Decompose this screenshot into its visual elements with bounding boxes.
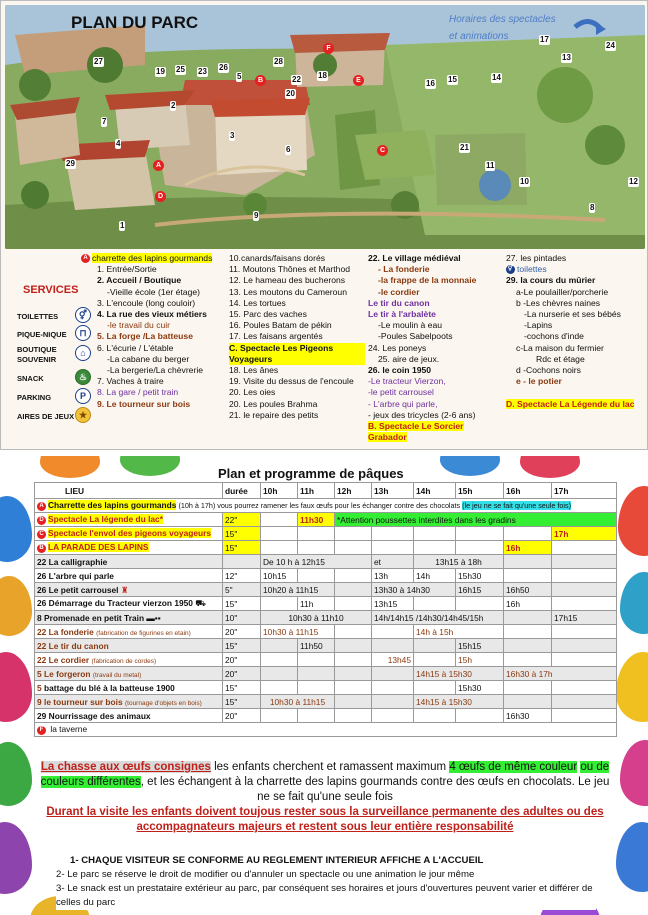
table-row [35,555,617,569]
legend-item: -La cabane du berger [107,353,190,364]
map-marker: 5 [237,72,242,81]
row-label: Spectacle La légende du lac* [48,514,163,525]
legend-item: b -Les chèvres naines [516,297,601,308]
marker-icon: B [37,544,46,553]
map-marker: 26 [219,63,228,72]
row-duration: 20" [223,709,261,723]
rule-item: 1- CHAQUE VISITEUR SE CONFORME AU REGLEMENT INTERIEUR AFFICHE A L'ACCUEIL [70,855,484,866]
service-label: PIQUE-NIQUE [17,330,67,339]
map-marker: 4 [116,139,121,148]
row-duration: 20" [223,625,261,639]
col-header: 14h [414,483,456,499]
col-header: LIEU [35,483,223,499]
services-title: SERVICES [23,284,79,296]
map-marker: 11 [486,161,495,170]
table-row [35,625,617,639]
legend-item: 19. Visite du dessus de l'encoule [229,376,354,387]
map-marker: 19 [156,67,165,76]
map-marker: 6 [286,145,291,154]
row-duration: 12" [223,569,261,583]
map-marker: 18 [318,71,327,80]
legend-item: e - le potier [516,376,562,387]
easter-egg-decoration [0,822,32,894]
shop-icon: ⌂ [75,345,91,361]
service-label: PARKING [17,393,52,402]
table-row [35,527,617,541]
legend-item: 21. le repaire des petits [229,409,319,420]
map-marker: 27 [94,57,103,66]
table-row [35,597,617,611]
map-marker: E [353,75,364,86]
row-label: Spectacle l'envol des pigeons voyageurs [48,528,212,539]
legend-item: 20. Les poules Brahma [229,398,318,409]
legend-item: -cochons d'inde [524,331,584,342]
row-time: 15h30 [456,569,504,583]
programme-panel [0,456,648,915]
legend-item: 8. La gare / petit train [97,387,179,398]
map-marker: 16 [426,79,435,88]
map-marker: 12 [629,177,638,186]
map-marker: A [153,160,164,171]
row-sublabel: (tournage d'objets en bois) [124,699,202,707]
row-time: 14h [414,569,456,583]
row-tag: 26 [37,584,47,595]
legend-item: 1. Entrée/Sortie [97,264,157,275]
table-row [35,583,617,597]
row-sublabel: (travail du metal) [92,671,142,679]
legend-item: - La fonderie [378,264,430,275]
legend-item: Le tir à l'arbalète [368,309,436,320]
legend-item: 25. aire de jeux. [378,353,440,364]
row-label: La fonderie [48,626,94,637]
map-marker: 25 [176,65,185,74]
row-tag: 26 [37,598,47,608]
row-label: Le forgeron [44,668,91,679]
service-label: AIRES DE JEUX [17,412,75,421]
table-row [35,513,617,527]
park-plan-panel [0,0,648,450]
row-time: 11h30 [298,513,335,527]
legend-item: 22. Le village médiéval [368,253,461,263]
map-marker: 14 [492,73,501,82]
service-label: SNACK [17,374,44,383]
marker-icon: F [37,726,46,735]
row-warning: *Attention poussettes interdites dans les gradins [335,513,617,527]
row-time: 16h15 [456,583,504,597]
legend-item: 16. Poules Batam de pékin [229,320,332,331]
train-icon: ▬▪▪ [146,612,161,623]
supervision-warning: Durant la visite les enfants doivent toujous rester sous la surveillance permanente des adultes ou des accompagnateurs majeurs et restent sous leur entière responsabilité [46,806,604,833]
legend-item: 17. Les faisans argentés [229,331,323,342]
marker-a-icon: A [81,254,90,263]
picnic-icon: ⊓ [75,325,91,341]
easter-egg-decoration [440,456,500,476]
legend-item: -Le tracteur Vierzon, [368,376,446,387]
legend-item: 10.canards/faisans dorés [229,253,326,263]
map-marker: 22 [292,75,301,84]
playground-icon: ★ [75,407,91,423]
col-header: 17h [552,483,617,499]
tractor-icon: ⛟ [195,598,206,608]
service-label: BOUTIQUE SOUVENIR [17,345,57,364]
row-tag: 22 [37,640,47,651]
row-duration: 15" [223,639,261,653]
legend-item: C. Spectacle Les Pigeons Voyageurs [229,343,365,365]
egg-hunt-highlight: 4 œufs de même couleur [449,761,578,773]
map-marker: 7 [102,117,107,126]
col-header: 10h [261,483,298,499]
legend-item: D. Spectacle La Légende du lac [506,399,635,410]
row-label: Charrette des lapins gourmands [48,500,177,511]
row-time: 14h à 15h [414,625,504,639]
map-marker: 17 [540,35,549,44]
easter-egg-decoration [620,572,648,634]
table-row [35,541,617,555]
map-marker: 10 [520,177,529,186]
row-label: Le petit carrousel [48,584,119,595]
park-map [5,5,645,249]
map-title: PLAN DU PARC [71,13,199,32]
map-marker: C [377,145,388,156]
row-time: (10h à 17h) [178,501,216,511]
legend-item: d -Cochons noirs [516,365,581,376]
horaires-link[interactable]: Horaires des spectacles et animations [449,14,556,42]
legend-item: -le cordier [378,286,420,297]
row-tag: 8 [37,612,42,623]
map-marker: 8 [590,203,595,212]
row-time: 17h [552,527,617,541]
row-label: la taverne [50,724,88,735]
legend-item: 3. L'encoule (long couloir) [97,297,196,308]
map-legend [1,251,648,451]
row-tag: 26 [37,570,47,581]
table-row [35,723,617,737]
legend-item: - L'arbre qui parle, [368,398,438,409]
legend-item: 15. Parc des vaches [229,309,307,320]
legend-item: 11. Moutons Thônes et Marthod [229,264,351,275]
easter-egg-decoration [120,456,180,476]
row-time: 15h [456,653,504,667]
easter-egg-decoration [616,652,648,722]
row-time: 13h30 à 14h30 [372,583,456,597]
map-marker: 9 [254,211,259,220]
row-sublabel: (fabrication de cordes) [91,657,157,665]
legend-item: -le petit carrousel [368,387,434,398]
row-tag: 5 [37,668,42,679]
map-marker: 2 [171,101,176,110]
legend-item: c-La maison du fermier [516,342,604,353]
legend-item: 24. Les poneys [368,342,427,353]
programme-title: Plan et programme de pâques [218,466,404,481]
egg-hunt-text: , et les échangent à la charrette des lapins gourmands contre des œufs en chocolats. Le jeu ne se fait qu'une seule fois [140,776,610,803]
legend-col-4 [506,253,646,411]
map-marker: 15 [448,75,457,84]
col-header: durée [223,483,261,499]
legend-item: 20. Les oies [229,387,276,398]
easter-egg-decoration [520,456,580,478]
row-label: Démarrage du Tracteur vierzon 1950 [48,598,193,608]
table-row [35,695,617,709]
row-time: et [372,555,414,569]
legend-item: 4. La rue des vieux métiers [97,309,207,320]
legend-item: -le travail du cuir [107,320,171,331]
col-header: 13h [372,483,414,499]
row-tag: 22 [37,626,47,637]
table-row [35,639,617,653]
row-label: Promenade en petit Train [44,612,145,623]
row-duration: 15" [223,695,261,709]
map-marker: 29 [66,159,75,168]
row-time: 10h30 à 11h15 [261,625,335,639]
row-duration: 15" [223,527,261,541]
map-marker: 20 [286,89,295,98]
row-time: 10h15 [261,569,298,583]
map-marker: D [155,191,166,202]
legend-item: 5. La forge /La batteuse [97,331,193,342]
legend-item: 12. Le hameau des bucherons [229,275,346,286]
row-time: 13h15 [372,597,414,611]
row-time: 13h [372,569,414,583]
legend-item: Rdc et étage [536,353,585,364]
map-marker: 13 [562,53,571,62]
programme-table [34,482,617,737]
row-time: 16h [504,541,552,555]
row-time: 14h15 à 15h30 [414,667,504,681]
row-label: Le cordier [48,654,90,665]
easter-egg-decoration [40,456,100,478]
row-note: (le jeu ne se fait qu'une seule fois) [462,501,571,511]
marker-icon: D [37,516,46,525]
row-time: 10h20 à 11h15 [261,583,335,597]
table-row [35,611,617,625]
map-marker: 1 [120,221,125,230]
row-time: 16h50 [504,583,552,597]
legend-item: - jeux des tricycles (2-6 ans) [368,409,476,420]
row-time: 13h45 [372,653,414,667]
legend-item: -Le moulin à eau [378,320,443,331]
legend-item: charrette des lapins gourmands [92,253,213,263]
row-time: 16h [504,597,552,611]
legend-item: 27. les pintades [506,253,567,263]
row-duration: 15" [223,597,261,611]
row-tag: 22 [37,556,47,567]
rules-list [56,854,596,910]
toilet-icon: ⚥ [507,266,514,273]
legend-item: -La nurserie et ses bébés [524,309,621,320]
legend-item: 2. Accueil / Boutique [97,275,182,286]
legend-item: -Lapins [524,320,553,331]
row-sublabel: (fabrication de figurines en etain) [96,629,191,637]
legend-item: -La bergerie/La chèvrerie [107,365,204,376]
map-marker: 23 [198,67,207,76]
row-duration: 20" [223,653,261,667]
row-time: 14h/14h15 /14h30/14h45/15h [372,611,504,625]
egg-hunt-notes [40,760,610,835]
legend-item: 14. Les tortues [229,297,286,308]
row-time: 13h15 à 18h [414,555,504,569]
legend-item: -Vieille école (1er étage) [107,286,200,297]
egg-hunt-text: les enfants cherchent et ramassent maximum [214,761,447,773]
carousel-icon: ♜ [120,584,129,595]
table-row [35,499,617,513]
table-header-row [35,483,617,499]
rule-item: 2- Le parc se réserve le droit de modifier ou d'annuler un spectacle ou une animation le jour même [56,869,475,880]
legend-item: 6. L'écurie / L'étable [97,342,174,353]
legend-item: 7. Vaches à traire [97,376,164,387]
col-header: 11h [298,483,335,499]
snack-icon: ♨ [75,369,91,385]
easter-egg-decoration [0,652,32,722]
service-label: TOILETTES [17,312,59,321]
easter-egg-decoration [0,496,32,562]
easter-egg-decoration [618,486,648,556]
table-row [35,681,617,695]
legend-item: 13. Les moutons du Cameroun [229,286,347,297]
row-tag: 9 [37,696,42,707]
easter-egg-decoration [616,822,648,892]
easter-egg-decoration [620,740,648,806]
legend-col-2 [229,253,365,421]
legend-col-3 [368,253,504,443]
row-duration: 15" [223,681,261,695]
row-time: 15h15 [456,639,504,653]
legend-item: Le tir du canon [368,297,430,308]
legend-col-1 [81,253,229,410]
row-time: 16h30 [504,709,552,723]
row-time: 10h30 à 11h15 [261,695,335,709]
row-note: vous pourrez ramener les faux œufs pour les échanger contre des chocolats [217,501,461,511]
row-duration: 22" [223,513,261,527]
legend-item: 18. Les ânes [229,365,279,376]
map-marker: 28 [274,57,283,66]
row-time: 17h15 [552,611,617,625]
table-row [35,709,617,723]
row-label: L'arbre qui parle [48,570,114,581]
egg-hunt-highlight: ou de couleurs différentes [40,761,610,788]
easter-egg-decoration [0,576,32,636]
row-label: Le tir du canon [48,640,109,651]
toilet-icon: ⚥ [75,307,91,323]
map-marker: 21 [460,143,469,152]
row-time: 11h [298,597,335,611]
parking-icon: P [75,388,91,404]
row-time: 11h50 [298,639,335,653]
legend-item: -la frappe de la monnaie [378,275,477,286]
legend-item: B. Spectacle Le Sorcier Grabador [368,421,464,443]
map-marker: F [323,43,334,54]
row-label: La calligraphie [48,556,108,567]
row-duration: 20" [223,667,261,681]
row-label: battage du blé à la batteuse 1900 [44,682,175,693]
row-time: 15h30 [456,681,504,695]
table-row [35,667,617,681]
row-tag: 22 [37,654,47,665]
map-marker: B [255,75,266,86]
col-header: 12h [335,483,372,499]
marker-icon: C [37,530,46,539]
row-label: Nourrissage des animaux [48,710,151,721]
row-label: LA PARADE DES LAPINS [48,542,149,553]
row-duration: 10" [223,611,261,625]
row-tag: 29 [37,710,47,721]
legend-item: -Poules Sabelpoots [378,331,453,342]
legend-item: 26. le coin 1950 [368,365,432,376]
row-time: 10h30 à 11h10 [261,611,372,625]
row-label: le tourneur sur bois [44,696,123,707]
row-time: 16h30 à 17h [504,667,617,681]
legend-item: 9. Le tourneur sur bois [97,398,191,409]
row-time: 14h15 à 15h30 [414,695,504,709]
map-marker: 3 [230,131,235,140]
row-duration: 15" [223,541,261,555]
legend-item: a-Le poulailler/porcherie [516,286,609,297]
table-row [35,653,617,667]
legend-item: toilettes [517,264,547,275]
legend-item: 29. la cours du mûrier [506,275,596,286]
rule-item: 3- Le snack est un prestataire extérieur au parc, par conséquent ses horaires et jours d'ouvertures peuvent varier et différer de celles du parc [56,883,593,908]
row-tag: 5 [37,682,42,693]
col-header: 15h [456,483,504,499]
col-header: 16h [504,483,552,499]
marker-icon: A [37,502,46,511]
map-marker: 24 [606,41,615,50]
row-time: De 10 h à 12h15 [261,555,372,569]
egg-hunt-title: La chasse aux œufs consignes [40,761,211,773]
table-row [35,569,617,583]
easter-egg-decoration [0,742,32,806]
row-duration: 5" [223,583,261,597]
